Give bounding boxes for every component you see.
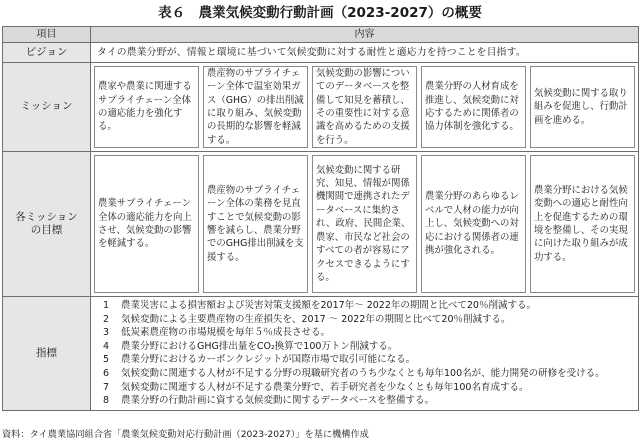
- indicators-row: [3, 297, 639, 411]
- table-title: 表６ 農業気候変動行動計画（2023-2027）の概要: [158, 5, 482, 21]
- goal-item-1: 農業サプライチェーン全体の適応能力を向上させ、気候変動の影響を軽減する。: [94, 155, 199, 293]
- indicator-num: 4: [103, 340, 110, 352]
- indicator-text: 気候変動に関連する人材が不足する農業分野で、若手研究者を少なくとも毎年100名育成する。: [121, 381, 529, 393]
- indicator-text: 農業分野の行動計画に資する気候変動に関するデータベースを整備する。: [121, 395, 435, 407]
- mission-item-5: 気候変動に関する取り組みを促進し、行動計画を進める。: [530, 66, 635, 148]
- table-header-row: [3, 27, 639, 43]
- indicator-item: [97, 381, 632, 395]
- indicator-item: [97, 394, 632, 408]
- goal-item-2: 農産物のサプライチェーン全体の業務を見直すことで気候変動の影響を減らし、農業分野でのGHG排出削減を支援する。: [203, 155, 308, 293]
- goal-boxes: [91, 152, 638, 296]
- mission-item-3: 気候変動の影響についてのデータベースを整備して知見を蓄積し、その重要性に対する意識を高めるための支援を行う。: [312, 66, 417, 148]
- goal-item-4: 農業分野のあらゆるレベルで人材の能力が向上し、気候変動への対応における関係者の連携が強化される。: [421, 155, 526, 293]
- mission-row: [3, 63, 639, 152]
- vision-text: タイの農業分野が、情報と環境に基づいて気候変動に対する耐性と適応力を持つことを目指す。: [91, 43, 639, 63]
- mission-item-4: 農業分野の人材育成を推進し、気候変動に対応するために関係者の協力体制を強化する。: [421, 66, 526, 148]
- indicator-text: 農業分野におけるカーボンクレジットが国際市場で取引可能になる。: [121, 354, 416, 366]
- goals-label-line2: の目標: [30, 224, 63, 236]
- indicator-num: 5: [103, 354, 110, 366]
- goal-item-3: 気候変動に関する研究、知見、情報が関係機関間で連携されたデータベースに集約され、政府、民間企業、農家、市民など社会のすべての者が容易にアクセスできるようにする。: [312, 155, 417, 293]
- goal-item-5: 農業分野における気候変動への適応と耐性向上を促進するための環境を整備し、その実現に向けた取り組みが成功する。: [530, 155, 635, 293]
- indicator-item: [97, 367, 632, 381]
- indicator-text: 農業災害による損害額および災害対策支援額を2017年～ 2022年の期間と比べて20％削減する。: [121, 300, 536, 311]
- header-content: 内容: [91, 27, 639, 43]
- mission-item-1: 農家や農業に関連するサプライチェーン全体の適応能力を強化する。: [94, 66, 199, 148]
- indicator-item: [97, 299, 632, 313]
- indicator-text: 農業分野におけるGHG排出量をCO₂換算で100万トン削減する。: [121, 340, 398, 352]
- goals-label: [3, 152, 91, 297]
- indicator-item: [97, 353, 632, 367]
- indicator-num: 3: [103, 327, 110, 339]
- indicator-num: 7: [103, 381, 110, 393]
- indicator-item: [97, 340, 632, 354]
- indicator-num: 2: [103, 313, 110, 325]
- mission-label: ミッション: [3, 63, 91, 152]
- indicators-label: 指標: [3, 297, 91, 411]
- indicators-list: [97, 299, 632, 408]
- indicators-list-cell: [91, 297, 639, 411]
- mission-boxes: [91, 63, 638, 151]
- mission-item-2: 農産物のサプライチェーン全体で温室効果ガス（GHG）の排出削減に取り組み、気候変動の長期的な影響を軽減する。: [203, 66, 308, 148]
- indicator-num: 8: [103, 395, 110, 407]
- source-note: 資料：タイ農業協同組合省「農業気候変動対応行動計画（2023-2027）」を基に機構作成: [2, 429, 369, 440]
- indicator-text: 低炭素農産物の市場規模を毎年５％成長させる。: [121, 327, 331, 339]
- indicator-num: 6: [103, 367, 110, 379]
- indicator-item: [97, 326, 632, 340]
- indicator-text: 気候変動による主要農産物の生産損失を、2017 ～ 2022年の期間と比べて20％削減する。: [121, 313, 511, 325]
- goals-row: [3, 152, 639, 297]
- vision-label: ビジョン: [3, 43, 91, 63]
- header-item: 項目: [3, 27, 91, 43]
- indicator-text: 気候変動に関連する人材が不足する分野の現職研究者のうち少なくとも毎年100名が、能力開発の研修を受ける。: [121, 367, 605, 379]
- indicator-item: [97, 313, 632, 327]
- indicator-num: 1: [103, 300, 110, 311]
- action-plan-table: [2, 26, 639, 411]
- goals-label-line1: 各ミッション: [15, 210, 78, 223]
- vision-row: [3, 43, 639, 63]
